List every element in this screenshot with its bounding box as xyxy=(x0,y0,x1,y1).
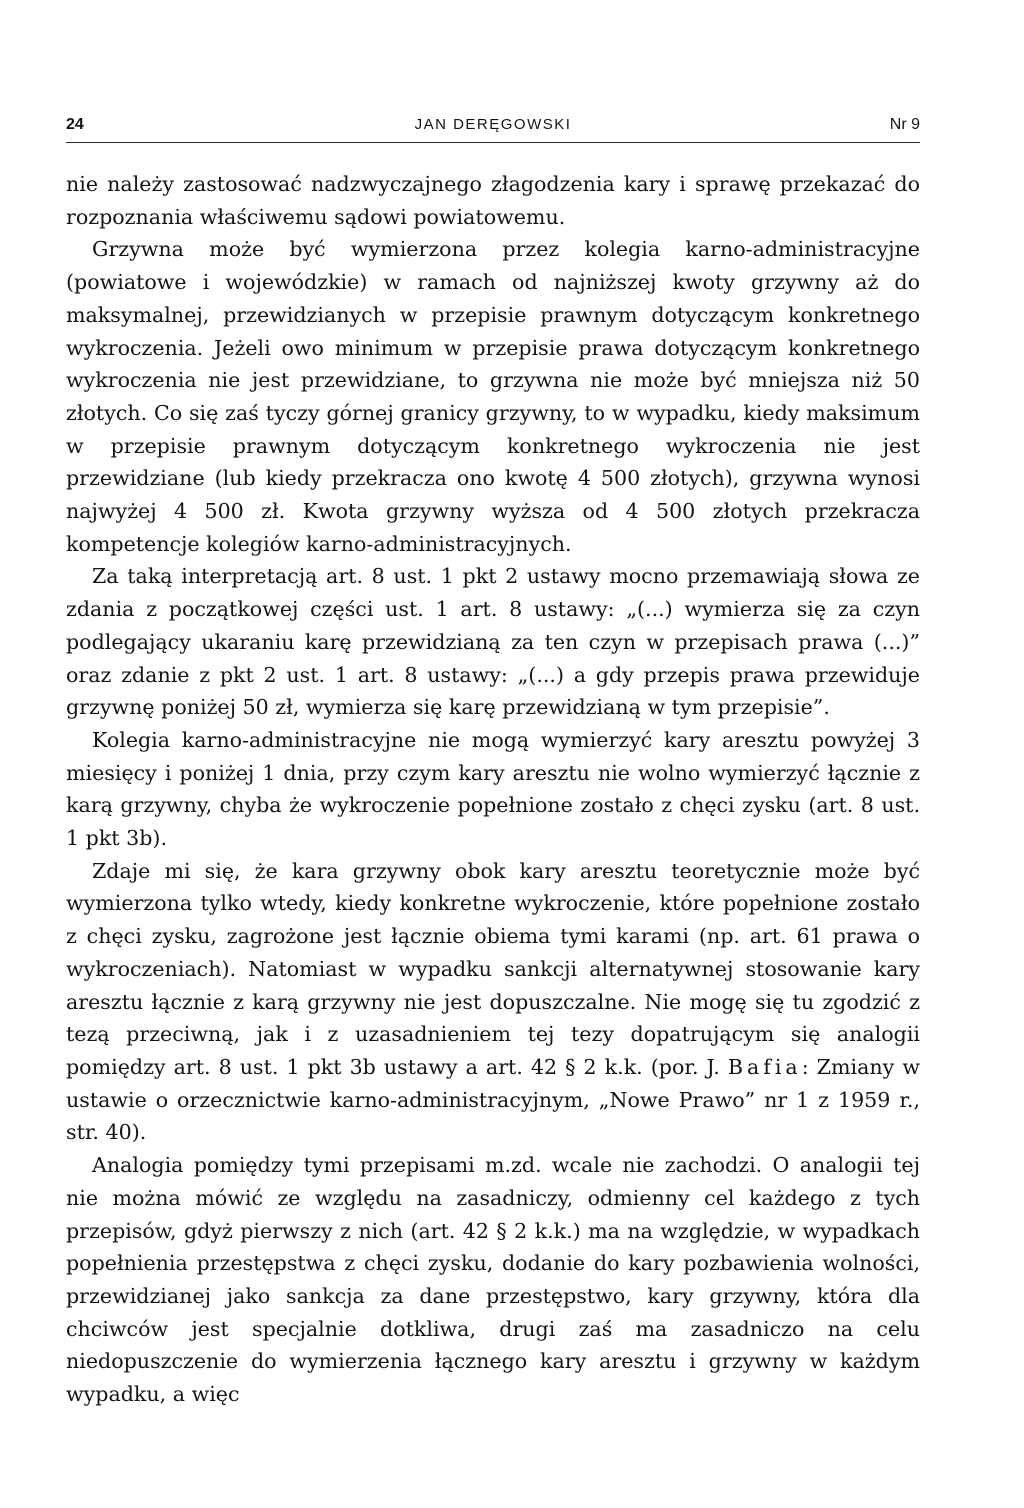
paragraph-cumulative-penalty xyxy=(66,855,920,1149)
paragraph-analogy: Analogia pomiędzy tymi przepisami m.zd. wcale nie zachodzi. O analogii tej nie można mówić ze względu na zasadniczy, odmienny cel każdego z tych przepisów, gdyż pierwszy z nich (art. 42 § 2 k.k.) ma na względzie, w wypadkach popełnienia przestępstwa z chęci zysku, dodanie do kary pozbawienia wolności, przewidzianej jako sankcja za dane przestępstwo, kary grzywny, która dla chciwców jest specjalnie dotkliwa, drugi zaś ma zasadniczo na celu niedopuszczenie do wymierzenia łącznego kary aresztu i grzywny w każdym wypadku, a więc xyxy=(66,1153,920,1407)
issue-number: Nr 9 xyxy=(889,116,920,133)
running-header-author: JAN DERĘGOWSKI xyxy=(414,116,572,133)
document-page xyxy=(66,0,920,1508)
article-body xyxy=(66,168,920,1411)
running-header xyxy=(66,116,920,143)
cited-author-name: Bafia xyxy=(727,1054,802,1079)
paragraph-continued: nie należy zastosować nadzwyczajnego złagodzenia kary i sprawę przekazać do rozpoznania właściwemu sądowi powiatowemu. xyxy=(66,172,920,229)
paragraph-fine-limits: Grzywna może być wymierzona przez kolegia karno-administracyjne (powiatowe i wojewódzkie) w ramach od najniższej kwoty grzywny aż do maksymalnej, przewidzianych w przepisie prawnym dotyczącym konkretnego wykroczenia. Jeżeli owo minimum w przepisie prawa dotyczącym konkretnego wykroczenia nie jest przewidziane, to grzywna nie może być mniejsza niż 50 złotych. Co się zaś tyczy górnej granicy grzywny, to w wypadku, kiedy maksimum w przepisie prawnym dotyczącym konkretnego wykroczenia nie jest przewidziane (lub kiedy przekracza ono kwotę 4 500 złotych), grzywna wynosi najwyżej 4 500 zł. Kwota grzywny wyższa od 4 500 złotych przekracza kompetencje kolegiów karno-administracyjnych. xyxy=(66,237,920,556)
paragraph-interpretation: Za taką interpretacją art. 8 ust. 1 pkt 2 ustawy mocno przemawiają słowa ze zdania z początkowej części ust. 1 art. 8 ustawy: „(...) wymierza się za czyn podlegający ukaraniu karę przewidzianą za ten czyn w przepisach prawa (...)” oraz zdanie z pkt 2 ust. 1 art. 8 ustawy: „(...) a gdy przepis prawa przewiduje grzywnę poniżej 50 zł, wymierza się karę przewidzianą w tym przepisie”. xyxy=(66,564,920,720)
paragraph-arrest-limits: Kolegia karno-administracyjne nie mogą wymierzyć kary aresztu powyżej 3 miesięcy i poniżej 1 dnia, przy czym kary aresztu nie wolno wymierzyć łącznie z karą grzywny, chyba że wykroczenie popełnione zostało z chęci zysku (art. 8 ust. 1 pkt 3b). xyxy=(66,727,920,851)
paragraph-text-after-citation: : Zmiany w ustawie o orzecznictwie karno-administracyjnym, „Nowe Prawo” nr 1 z 1959 r., str. 40). xyxy=(66,1054,920,1145)
paragraph-text-before-citation: Zdaje mi się, że kara grzywny obok kary aresztu teoretycznie może być wymierzona tylko wtedy, kiedy konkretne wykroczenie, które popełnione zostało z chęci zysku, zagrożone jest łącznie obiema tymi karami (np. art. 61 prawa o wykroczeniach). Natomiast w wypadku sankcji alternatywnej stosowanie kary aresztu łącznie z karą grzywny nie jest dopuszczalne. Nie mogę się tu zgodzić z tezą przeciwną, jak i z uzasadnieniem tej tezy dopatrującym się analogii pomiędzy art. 8 ust. 1 pkt 3b ustawy a art. 42 § 2 k.k. (por. J. xyxy=(66,858,920,1079)
page-number: 24 xyxy=(66,116,84,133)
